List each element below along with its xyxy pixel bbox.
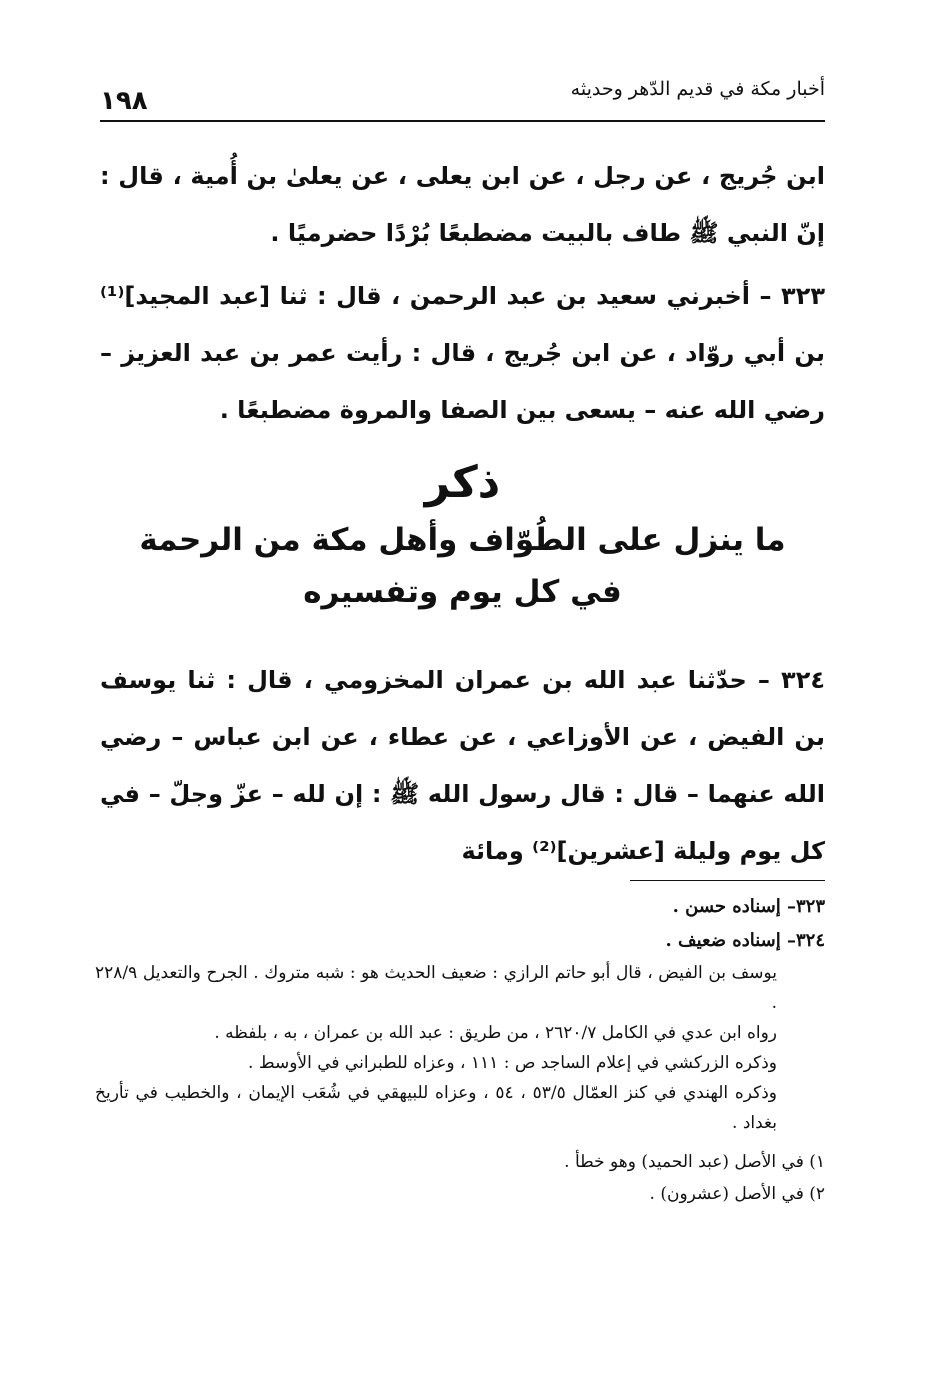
running-title: أخبار مكة في قديم الدّهر وحديثه bbox=[570, 78, 825, 100]
footnote-2: ٢) في الأصل (عشرون) . bbox=[649, 1184, 825, 1204]
paragraph-324: ٣٢٤ – حدّثنا عبد الله بن عمران المخزومي ، قال : ثنا يوسف بن الفيض ، عن الأوزاعي ، عن عطاء ، عن ابن عباس – رضي الله عنهما – قال : قال رسول الله ﷺ : إن لله – عزّ وجلّ – في كل يوم وليلة [عشرين]⁽²⁾ ومائة bbox=[100, 666, 825, 865]
section-title-line-1: ما ينزل على الطُوّاف وأهل مكة من الرحمة bbox=[139, 522, 786, 558]
note-324: ٣٢٤– إسناده ضعيف . bbox=[665, 930, 825, 951]
note-323: ٣٢٣– إسناده حسن . bbox=[672, 896, 825, 917]
section-dhikr-title: ذكر bbox=[424, 457, 501, 508]
paragraph-continuation: ابن جُريج ، عن رجل ، عن ابن يعلى ، عن يعلىٰ بن أُمية ، قال : إنّ النبي ﷺ طاف بالبيت مضطبعًا بُرْدًا حضرميًا . bbox=[100, 162, 825, 247]
note-324-line: رواه ابن عدي في الكامل ٢٦٢٠/٧ ، من طريق : عبد الله بن عمران ، به ، بلفظه . bbox=[214, 1023, 777, 1043]
footnotes bbox=[95, 890, 825, 1210]
note-324-line: وذكره الزركشي في إعلام الساجد ص : ١١١ ، وعزاه للطبراني في الأوسط . bbox=[248, 1053, 777, 1073]
spacer bbox=[95, 1138, 825, 1146]
note-324-line: وذكره الهندي في كنز العمّال ٥٣/٥ ، ٥٤ ، وعزاه للبيهقي في شُعَب الإيمان ، والخطيب في تأريخ بغداد . bbox=[95, 1083, 777, 1133]
section-title-line-2: في كل يوم وتفسيره bbox=[303, 574, 622, 610]
footnote-1: ١) في الأصل (عبد الحميد) وهو خطأ . bbox=[564, 1152, 825, 1172]
section-heading bbox=[100, 452, 825, 618]
footnote-separator bbox=[630, 880, 825, 881]
page-number: ١٩٨ bbox=[100, 86, 148, 116]
note-324-line: يوسف بن الفيض ، قال أبو حاتم الرازي : ضعيف الحديث هو : شبه متروك . الجرح والتعديل ٢٢٨/٩ . bbox=[95, 963, 777, 1013]
page-header bbox=[100, 70, 825, 122]
paragraph-323: ٣٢٣ – أخبرني سعيد بن عبد الرحمن ، قال : ثنا [عبد المجيد]⁽¹⁾ بن أبي روّاد ، عن ابن جُريج ، قال : رأيت عمر بن عبد العزيز – رضي الله عنه – يسعى بين الصفا والمروة مضطبعًا . bbox=[100, 282, 825, 424]
